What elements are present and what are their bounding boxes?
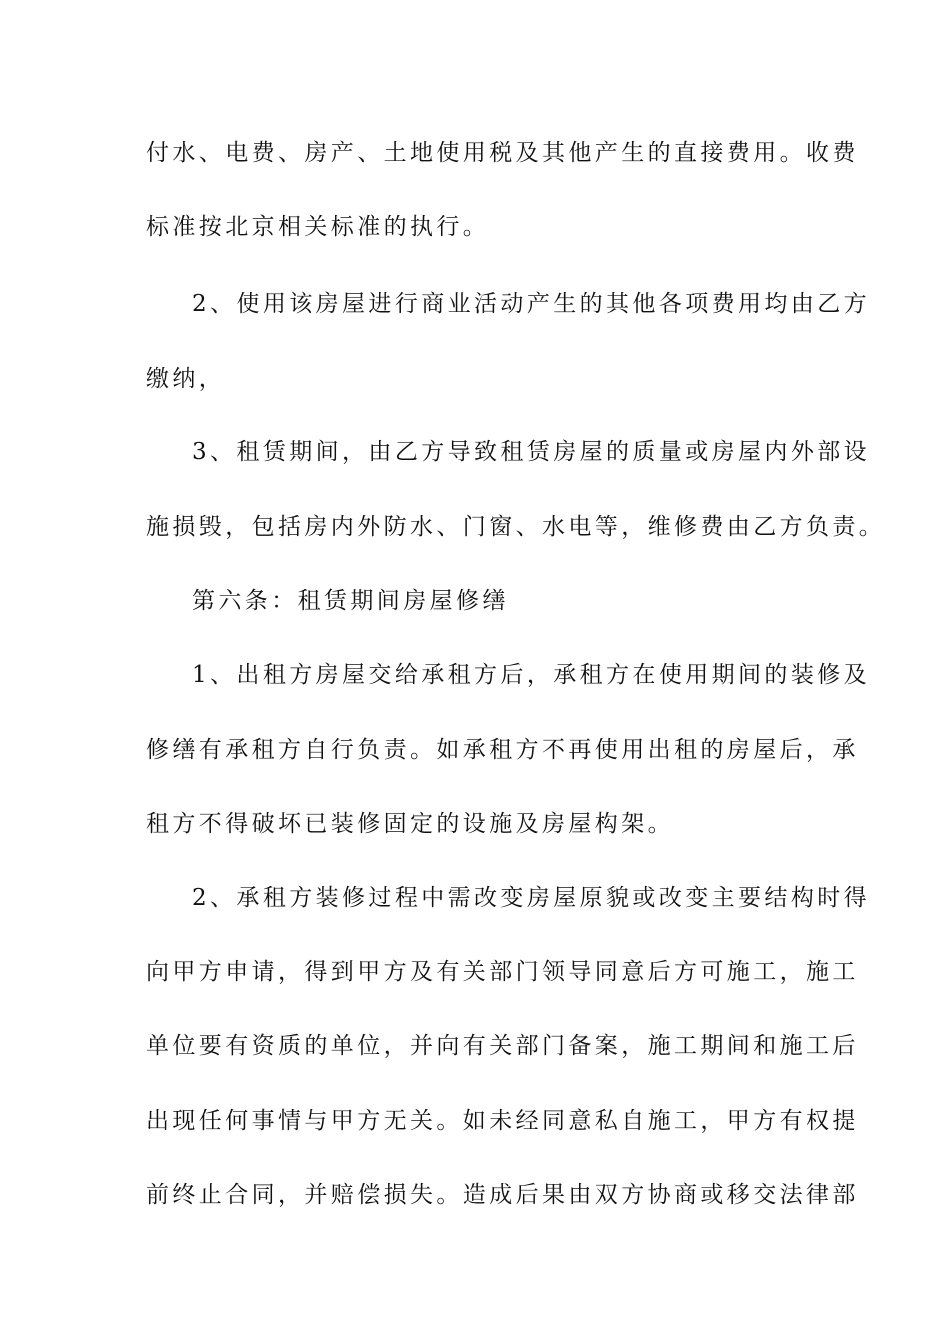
text-line: 施损毁，包括房内外防水、门窗、水电等，维修费由乙方负责。 [146,514,886,540]
text-line: 标准按北京相关标准的执行。 [146,214,490,240]
text-line: 向甲方申请，得到甲方及有关部门领导同意后方可施工，施工 [146,959,859,985]
text-line: 缴纳， [146,366,226,392]
text-line: 2、使用该房屋进行商业活动产生的其他各项费用均由乙方 [192,291,871,317]
text-line: 租方不得破坏已装修固定的设施及房屋构架。 [146,811,674,837]
text-line: 2、承租方装修过程中需改变房屋原貌或改变主要结构时得 [192,885,871,911]
text-line: 前终止合同，并赔偿损失。造成后果由双方协商或移交法律部 [146,1182,859,1208]
text-line: 付水、电费、房产、土地使用税及其他产生的直接费用。收费 [146,140,859,166]
text-line: 出现任何事情与甲方无关。如未经同意私自施工，甲方有权提 [146,1108,859,1134]
text-line: 1、出租方房屋交给承租方后，承租方在使用期间的装修及 [192,662,871,688]
text-line: 修缮有承租方自行负责。如承租方不再使用出租的房屋后，承 [146,737,859,763]
section-heading: 第六条：租赁期间房屋修缮 [192,588,509,614]
text-line: 3、租赁期间，由乙方导致租赁房屋的质量或房屋内外部设 [192,439,871,465]
text-line: 单位要有资质的单位，并向有关部门备案，施工期间和施工后 [146,1033,859,1059]
